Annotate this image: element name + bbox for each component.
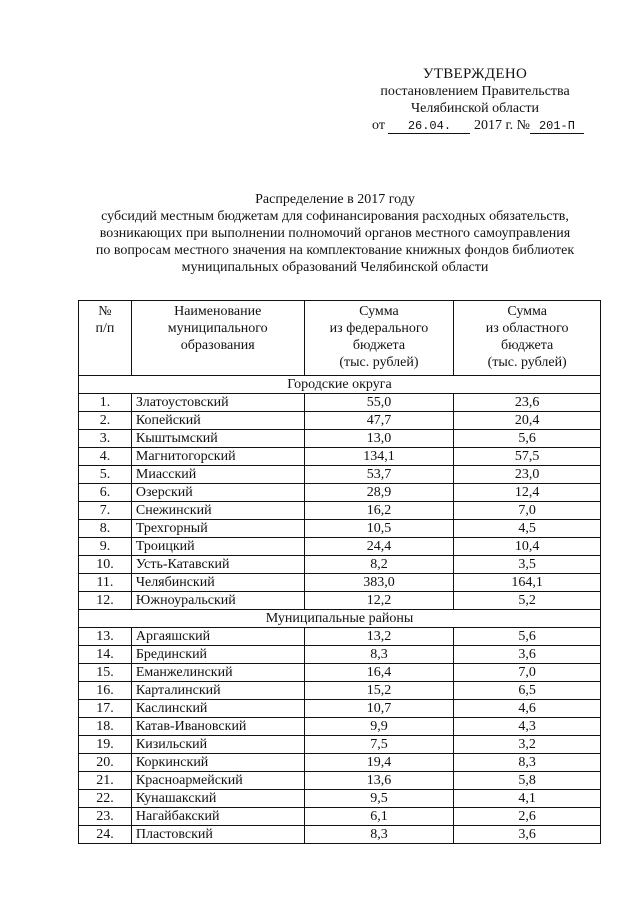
- federal-sum: 7,5: [304, 736, 454, 754]
- row-number: 4.: [79, 448, 132, 466]
- row-number: 6.: [79, 484, 132, 502]
- section-title: Городские округа: [79, 376, 601, 394]
- municipality-name: Брединский: [131, 646, 304, 664]
- municipality-name: Южноуральский: [131, 592, 304, 610]
- regional-sum: 5,6: [454, 430, 601, 448]
- row-number: 11.: [79, 574, 132, 592]
- row-number: 9.: [79, 538, 132, 556]
- municipality-name: Нагайбакский: [131, 808, 304, 826]
- header-text: муниципального: [167, 321, 268, 336]
- regional-sum: 8,3: [454, 754, 601, 772]
- header-text: Сумма: [359, 304, 399, 319]
- approval-line-2: Челябинской области: [411, 101, 539, 116]
- table-header-row: [79, 301, 601, 376]
- header-text: (тыс. рублей): [339, 355, 419, 370]
- federal-sum: 134,1: [304, 448, 454, 466]
- row-number: 3.: [79, 430, 132, 448]
- regional-sum: 3,5: [454, 556, 601, 574]
- municipality-name: Златоустовский: [131, 394, 304, 412]
- federal-sum: 9,5: [304, 790, 454, 808]
- table-row: [79, 394, 601, 412]
- approval-number: 201-П: [530, 119, 584, 134]
- table-row: [79, 538, 601, 556]
- approval-from-label: от: [372, 118, 385, 133]
- row-number: 24.: [79, 826, 132, 844]
- regional-sum: 164,1: [454, 574, 601, 592]
- header-text: образования: [180, 338, 255, 353]
- table-row: [79, 808, 601, 826]
- regional-sum: 20,4: [454, 412, 601, 430]
- federal-sum: 6,1: [304, 808, 454, 826]
- municipality-name: Озерский: [131, 484, 304, 502]
- table-row: [79, 790, 601, 808]
- municipality-name: Каслинский: [131, 700, 304, 718]
- header-federal-sum: [304, 301, 454, 376]
- table-row: [79, 646, 601, 664]
- regional-sum: 12,4: [454, 484, 601, 502]
- municipality-name: Кунашакский: [131, 790, 304, 808]
- regional-sum: 4,5: [454, 520, 601, 538]
- municipality-name: Еманжелинский: [131, 664, 304, 682]
- header-text: п/п: [95, 321, 115, 336]
- section-row: [79, 376, 601, 394]
- regional-sum: 23,0: [454, 466, 601, 484]
- regional-sum: 4,1: [454, 790, 601, 808]
- approval-title: УТВЕРЖДЕНО: [422, 66, 528, 82]
- row-number: 12.: [79, 592, 132, 610]
- row-number: 7.: [79, 502, 132, 520]
- municipality-name: Троицкий: [131, 538, 304, 556]
- federal-sum: 8,3: [304, 826, 454, 844]
- heading-line-2: субсидий местным бюджетам для софинансирования расходных обязательств,: [101, 209, 569, 224]
- municipality-name: Челябинский: [131, 574, 304, 592]
- row-number: 22.: [79, 790, 132, 808]
- regional-sum: 7,0: [454, 664, 601, 682]
- heading-line-3: возникающих при выполнении полномочий органов местного самоуправления: [99, 226, 571, 241]
- approval-year: 2017 г. №: [473, 118, 530, 133]
- municipality-name: Копейский: [131, 412, 304, 430]
- table-row: [79, 484, 601, 502]
- regional-sum: 3,6: [454, 826, 601, 844]
- header-regional-sum: [454, 301, 601, 376]
- table-row: [79, 520, 601, 538]
- regional-sum: 7,0: [454, 502, 601, 520]
- header-text: Наименование: [174, 304, 262, 319]
- row-number: 16.: [79, 682, 132, 700]
- heading-line-4: по вопросам местного значения на комплектование книжных фондов библиотек: [95, 243, 575, 258]
- row-number: 23.: [79, 808, 132, 826]
- federal-sum: 13,2: [304, 628, 454, 646]
- federal-sum: 47,7: [304, 412, 454, 430]
- federal-sum: 8,3: [304, 646, 454, 664]
- header-text: бюджета: [501, 338, 554, 353]
- municipality-name: Усть-Катавский: [131, 556, 304, 574]
- federal-sum: 53,7: [304, 466, 454, 484]
- table-row: [79, 448, 601, 466]
- section-title: Муниципальные районы: [79, 610, 601, 628]
- regional-sum: 6,5: [454, 682, 601, 700]
- municipality-name: Аргаяшский: [131, 628, 304, 646]
- section-row: [79, 610, 601, 628]
- approval-stamp: [350, 66, 600, 134]
- regional-sum: 5,8: [454, 772, 601, 790]
- municipality-name: Красноармейский: [131, 772, 304, 790]
- table-row: [79, 664, 601, 682]
- federal-sum: 12,2: [304, 592, 454, 610]
- federal-sum: 8,2: [304, 556, 454, 574]
- municipality-name: Трехгорный: [131, 520, 304, 538]
- federal-sum: 24,4: [304, 538, 454, 556]
- federal-sum: 16,2: [304, 502, 454, 520]
- header-text: из областного: [485, 321, 569, 336]
- federal-sum: 383,0: [304, 574, 454, 592]
- table-row: [79, 682, 601, 700]
- table-row: [79, 466, 601, 484]
- table-row: [79, 718, 601, 736]
- federal-sum: 10,7: [304, 700, 454, 718]
- distribution-table: [78, 300, 601, 844]
- table-row: [79, 412, 601, 430]
- table-row: [79, 430, 601, 448]
- municipality-name: Пластовский: [131, 826, 304, 844]
- row-number: 13.: [79, 628, 132, 646]
- federal-sum: 55,0: [304, 394, 454, 412]
- table-row: [79, 628, 601, 646]
- row-number: 19.: [79, 736, 132, 754]
- header-text: из федерального: [329, 321, 429, 336]
- federal-sum: 13,6: [304, 772, 454, 790]
- regional-sum: 57,5: [454, 448, 601, 466]
- approval-line-1: постановлением Правительства: [380, 84, 570, 99]
- regional-sum: 10,4: [454, 538, 601, 556]
- table-row: [79, 736, 601, 754]
- row-number: 2.: [79, 412, 132, 430]
- municipality-name: Снежинский: [131, 502, 304, 520]
- row-number: 1.: [79, 394, 132, 412]
- table-row: [79, 574, 601, 592]
- heading-line-1: Распределение в 2017 году: [255, 192, 415, 207]
- table-row: [79, 556, 601, 574]
- municipality-name: Коркинский: [131, 754, 304, 772]
- municipality-name: Кыштымский: [131, 430, 304, 448]
- heading-line-5: муниципальных образований Челябинской области: [181, 260, 489, 275]
- regional-sum: 23,6: [454, 394, 601, 412]
- header-text: (тыс. рублей): [487, 355, 567, 370]
- regional-sum: 3,2: [454, 736, 601, 754]
- table-body: [79, 376, 601, 844]
- row-number: 18.: [79, 718, 132, 736]
- header-text: бюджета: [352, 338, 406, 353]
- header-number: [79, 301, 132, 376]
- table-row: [79, 772, 601, 790]
- approval-date: 26.04.: [388, 119, 470, 134]
- row-number: 20.: [79, 754, 132, 772]
- regional-sum: 3,6: [454, 646, 601, 664]
- row-number: 8.: [79, 520, 132, 538]
- municipality-name: Магнитогорский: [131, 448, 304, 466]
- header-text: Сумма: [507, 304, 547, 319]
- table-row: [79, 826, 601, 844]
- federal-sum: 19,4: [304, 754, 454, 772]
- header-text: №: [98, 304, 112, 319]
- regional-sum: 2,6: [454, 808, 601, 826]
- federal-sum: 13,0: [304, 430, 454, 448]
- document-heading: [70, 191, 600, 276]
- municipality-name: Катав-Ивановский: [131, 718, 304, 736]
- municipality-name: Карталинский: [131, 682, 304, 700]
- federal-sum: 9,9: [304, 718, 454, 736]
- row-number: 5.: [79, 466, 132, 484]
- row-number: 10.: [79, 556, 132, 574]
- table-row: [79, 502, 601, 520]
- row-number: 17.: [79, 700, 132, 718]
- row-number: 14.: [79, 646, 132, 664]
- municipality-name: Миасский: [131, 466, 304, 484]
- federal-sum: 16,4: [304, 664, 454, 682]
- row-number: 15.: [79, 664, 132, 682]
- approval-date-line: [372, 117, 600, 134]
- header-municipality: [131, 301, 304, 376]
- federal-sum: 10,5: [304, 520, 454, 538]
- table-row: [79, 592, 601, 610]
- table-row: [79, 700, 601, 718]
- regional-sum: 5,6: [454, 628, 601, 646]
- federal-sum: 28,9: [304, 484, 454, 502]
- table-row: [79, 754, 601, 772]
- row-number: 21.: [79, 772, 132, 790]
- municipality-name: Кизильский: [131, 736, 304, 754]
- regional-sum: 4,3: [454, 718, 601, 736]
- regional-sum: 5,2: [454, 592, 601, 610]
- federal-sum: 15,2: [304, 682, 454, 700]
- regional-sum: 4,6: [454, 700, 601, 718]
